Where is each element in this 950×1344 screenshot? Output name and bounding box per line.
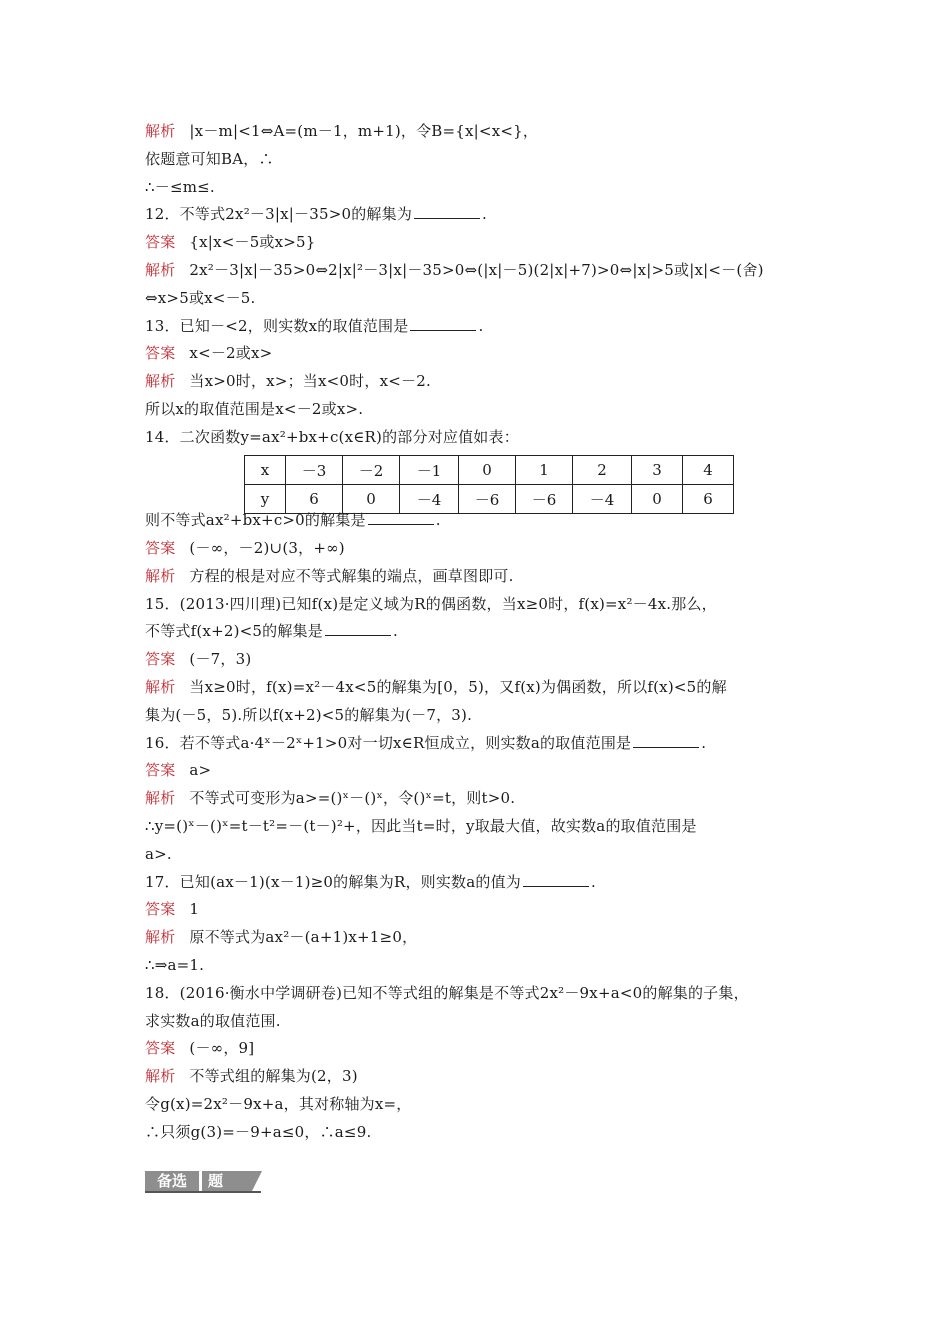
table-cell: 0 — [632, 485, 683, 514]
line-text: a>. — [145, 844, 172, 863]
line-text: (－7，3) — [189, 650, 252, 669]
analysis-label: 解析 — [145, 566, 176, 585]
table-cell: －6 — [516, 485, 573, 514]
text-line — [145, 396, 825, 424]
line-text: 原不等式为ax²－(a+1)x+1≥0， — [189, 928, 418, 947]
table-cell: －3 — [286, 456, 343, 485]
line-text: 18．(2016·衡水中学调研卷)已知不等式组的解集是不等式2x²－9x+a<0的解集的子集， — [145, 983, 749, 1002]
text-line — [145, 285, 825, 313]
line-text: 依题意可知BA，∴ — [145, 149, 274, 168]
text-line — [145, 674, 825, 702]
analysis-label: 解析 — [145, 372, 176, 391]
line-text: 16．若不等式a·4ˣ－2ˣ+1>0对一切x∈R恒成立，则实数a的取值范围是 — [145, 733, 632, 752]
text-line — [145, 702, 825, 730]
table-cell: 6 — [683, 485, 734, 514]
text-line — [145, 563, 825, 591]
analysis-label: 解析 — [145, 1067, 176, 1086]
table-cell: 4 — [683, 456, 734, 485]
line-punctuation: . — [392, 622, 398, 641]
text-line — [145, 841, 825, 869]
table-cell: －6 — [459, 485, 516, 514]
table-cell: －4 — [400, 485, 459, 514]
line-text: 12．不等式2x²－3|x|－35>0的解集为 — [145, 205, 413, 224]
text-line — [145, 730, 825, 758]
text-line — [145, 229, 825, 257]
answer-label: 答案 — [145, 233, 176, 252]
line-text: 所以x的取值范围是x<－2或x>. — [145, 399, 364, 418]
answer-label: 答案 — [145, 761, 176, 780]
text-line — [145, 424, 825, 452]
line-text: a> — [189, 761, 212, 780]
line-text: 不等式组的解集为(2，3) — [189, 1067, 358, 1086]
text-line — [145, 118, 825, 146]
text-line — [145, 646, 825, 674]
answer-blank — [325, 621, 391, 636]
line-text: 当x≥0时，f(x)=x²－4x<5的解集为[0，5)，又f(x)为偶函数，所以f(x)<5的解 — [189, 677, 727, 696]
analysis-label: 解析 — [145, 122, 176, 140]
table-cell: －1 — [400, 456, 459, 485]
line-text: ∴只须g(3)=－9+a≤0，∴a≤9. — [145, 1122, 372, 1141]
table-cell: 2 — [573, 456, 632, 485]
text-line — [145, 368, 825, 396]
analysis-label: 解析 — [145, 928, 176, 947]
text-line — [145, 757, 825, 785]
line-text: 2x²－3|x|－35>0⇔2|x|²－3|x|－35>0⇔(|x|－5)(2|x|+7)>0⇔|x|>5或|x|<－(舍) — [189, 260, 764, 279]
line-text: x<－2或x> — [189, 344, 273, 363]
text-line — [145, 896, 825, 924]
answer-label: 答案 — [145, 344, 176, 363]
table-cell: y — [245, 485, 286, 514]
answer-label: 答案 — [145, 538, 176, 557]
line-text: 17．已知(ax－1)(x－1)≥0的解集为R，则实数a的值为 — [145, 872, 521, 891]
text-line — [145, 952, 825, 980]
document-body — [145, 118, 825, 1146]
table-cell: x — [245, 456, 286, 485]
line-punctuation: . — [435, 511, 441, 530]
text-line — [145, 257, 825, 285]
text-line — [145, 1119, 825, 1147]
line-text: 方程的根是对应不等式解集的端点，画草图即可. — [189, 566, 514, 585]
value-table — [244, 455, 734, 514]
answer-label: 答案 — [145, 1039, 176, 1058]
banner-rule — [145, 1191, 261, 1193]
line-text: ∴－≤m≤. — [145, 177, 215, 196]
table-cell: 0 — [459, 456, 516, 485]
line-text: ∴⇒a=1. — [145, 955, 205, 974]
line-punctuation: . — [591, 872, 596, 891]
text-line — [145, 1035, 825, 1063]
text-line — [145, 869, 825, 897]
line-text: 则不等式ax²+bx+c>0的解集是 — [145, 511, 366, 530]
line-text: 不等式f(x+2)<5的解集是 — [145, 622, 323, 641]
table-row — [245, 485, 734, 514]
text-line — [145, 618, 825, 646]
text-line — [145, 1063, 825, 1091]
line-text: ⇔x>5或x<－5. — [145, 288, 256, 307]
text-line — [145, 146, 825, 174]
table-cell: 3 — [632, 456, 683, 485]
line-text: 当x>0时，x>；当x<0时，x<－2. — [189, 372, 431, 391]
answer-blank — [633, 733, 699, 748]
answer-label: 答案 — [145, 900, 176, 919]
line-punctuation: . — [701, 733, 707, 752]
table-cell: 0 — [343, 485, 400, 514]
line-text: 13．已知－<2，则实数x的取值范围是 — [145, 316, 409, 335]
text-line — [145, 1091, 825, 1119]
banner-tail — [252, 1171, 262, 1191]
analysis-label: 解析 — [145, 260, 176, 279]
text-line — [145, 591, 825, 619]
line-punctuation: . — [482, 205, 487, 224]
text-line — [145, 980, 825, 1008]
line-text: (－∞，－2)∪(3，+∞) — [189, 538, 345, 557]
line-text: |x－m|<1⇔A=(m－1，m+1)，令B={x|<x<}， — [189, 122, 539, 140]
text-line — [145, 174, 825, 202]
text-line — [145, 924, 825, 952]
line-text: (－∞，9] — [189, 1039, 255, 1058]
line-punctuation: . — [478, 316, 484, 335]
table-cell: －2 — [343, 456, 400, 485]
text-line — [145, 535, 825, 563]
line-text: ∴y=()ˣ－()ˣ=t－t²=－(t－)²+，因此当t=时，y取最大值，故实数a的取值范围是 — [145, 816, 697, 835]
table-cell: －4 — [573, 485, 632, 514]
line-text: 集为(－5，5).所以f(x+2)<5的解集为(－7，3). — [145, 705, 473, 724]
analysis-label: 解析 — [145, 789, 176, 808]
line-text: 不等式可变形为a>=()ˣ－()ˣ，令()ˣ=t，则t>0. — [189, 789, 516, 808]
text-line — [145, 340, 825, 368]
line-text: 令g(x)=2x²－9x+a，其对称轴为x=， — [145, 1094, 412, 1113]
text-line — [145, 813, 825, 841]
analysis-label: 解析 — [145, 677, 176, 696]
line-text: 15．(2013·四川理)已知f(x)是定义域为R的偶函数，当x≥0时，f(x)=x²－4x.那么， — [145, 594, 717, 613]
section-banner — [145, 1171, 261, 1193]
line-text: 求实数a的取值范围. — [145, 1011, 281, 1030]
text-line — [145, 313, 825, 341]
table-cell: 6 — [286, 485, 343, 514]
text-line — [145, 1008, 825, 1036]
answer-blank — [523, 872, 589, 887]
text-line — [145, 201, 825, 229]
banner-part1: 备选 — [145, 1171, 199, 1191]
line-text: 14．二次函数y=ax²+bx+c(x∈R)的部分对应值如表： — [145, 427, 519, 446]
answer-blank — [414, 204, 480, 219]
line-text: 1 — [189, 900, 200, 919]
table-row — [245, 456, 734, 485]
table-cell: 1 — [516, 456, 573, 485]
text-line — [145, 785, 825, 813]
banner-part2: 题 — [202, 1171, 252, 1191]
answer-label: 答案 — [145, 650, 176, 669]
answer-blank — [410, 316, 476, 331]
line-text: {x|x<－5或x>5} — [189, 233, 316, 252]
